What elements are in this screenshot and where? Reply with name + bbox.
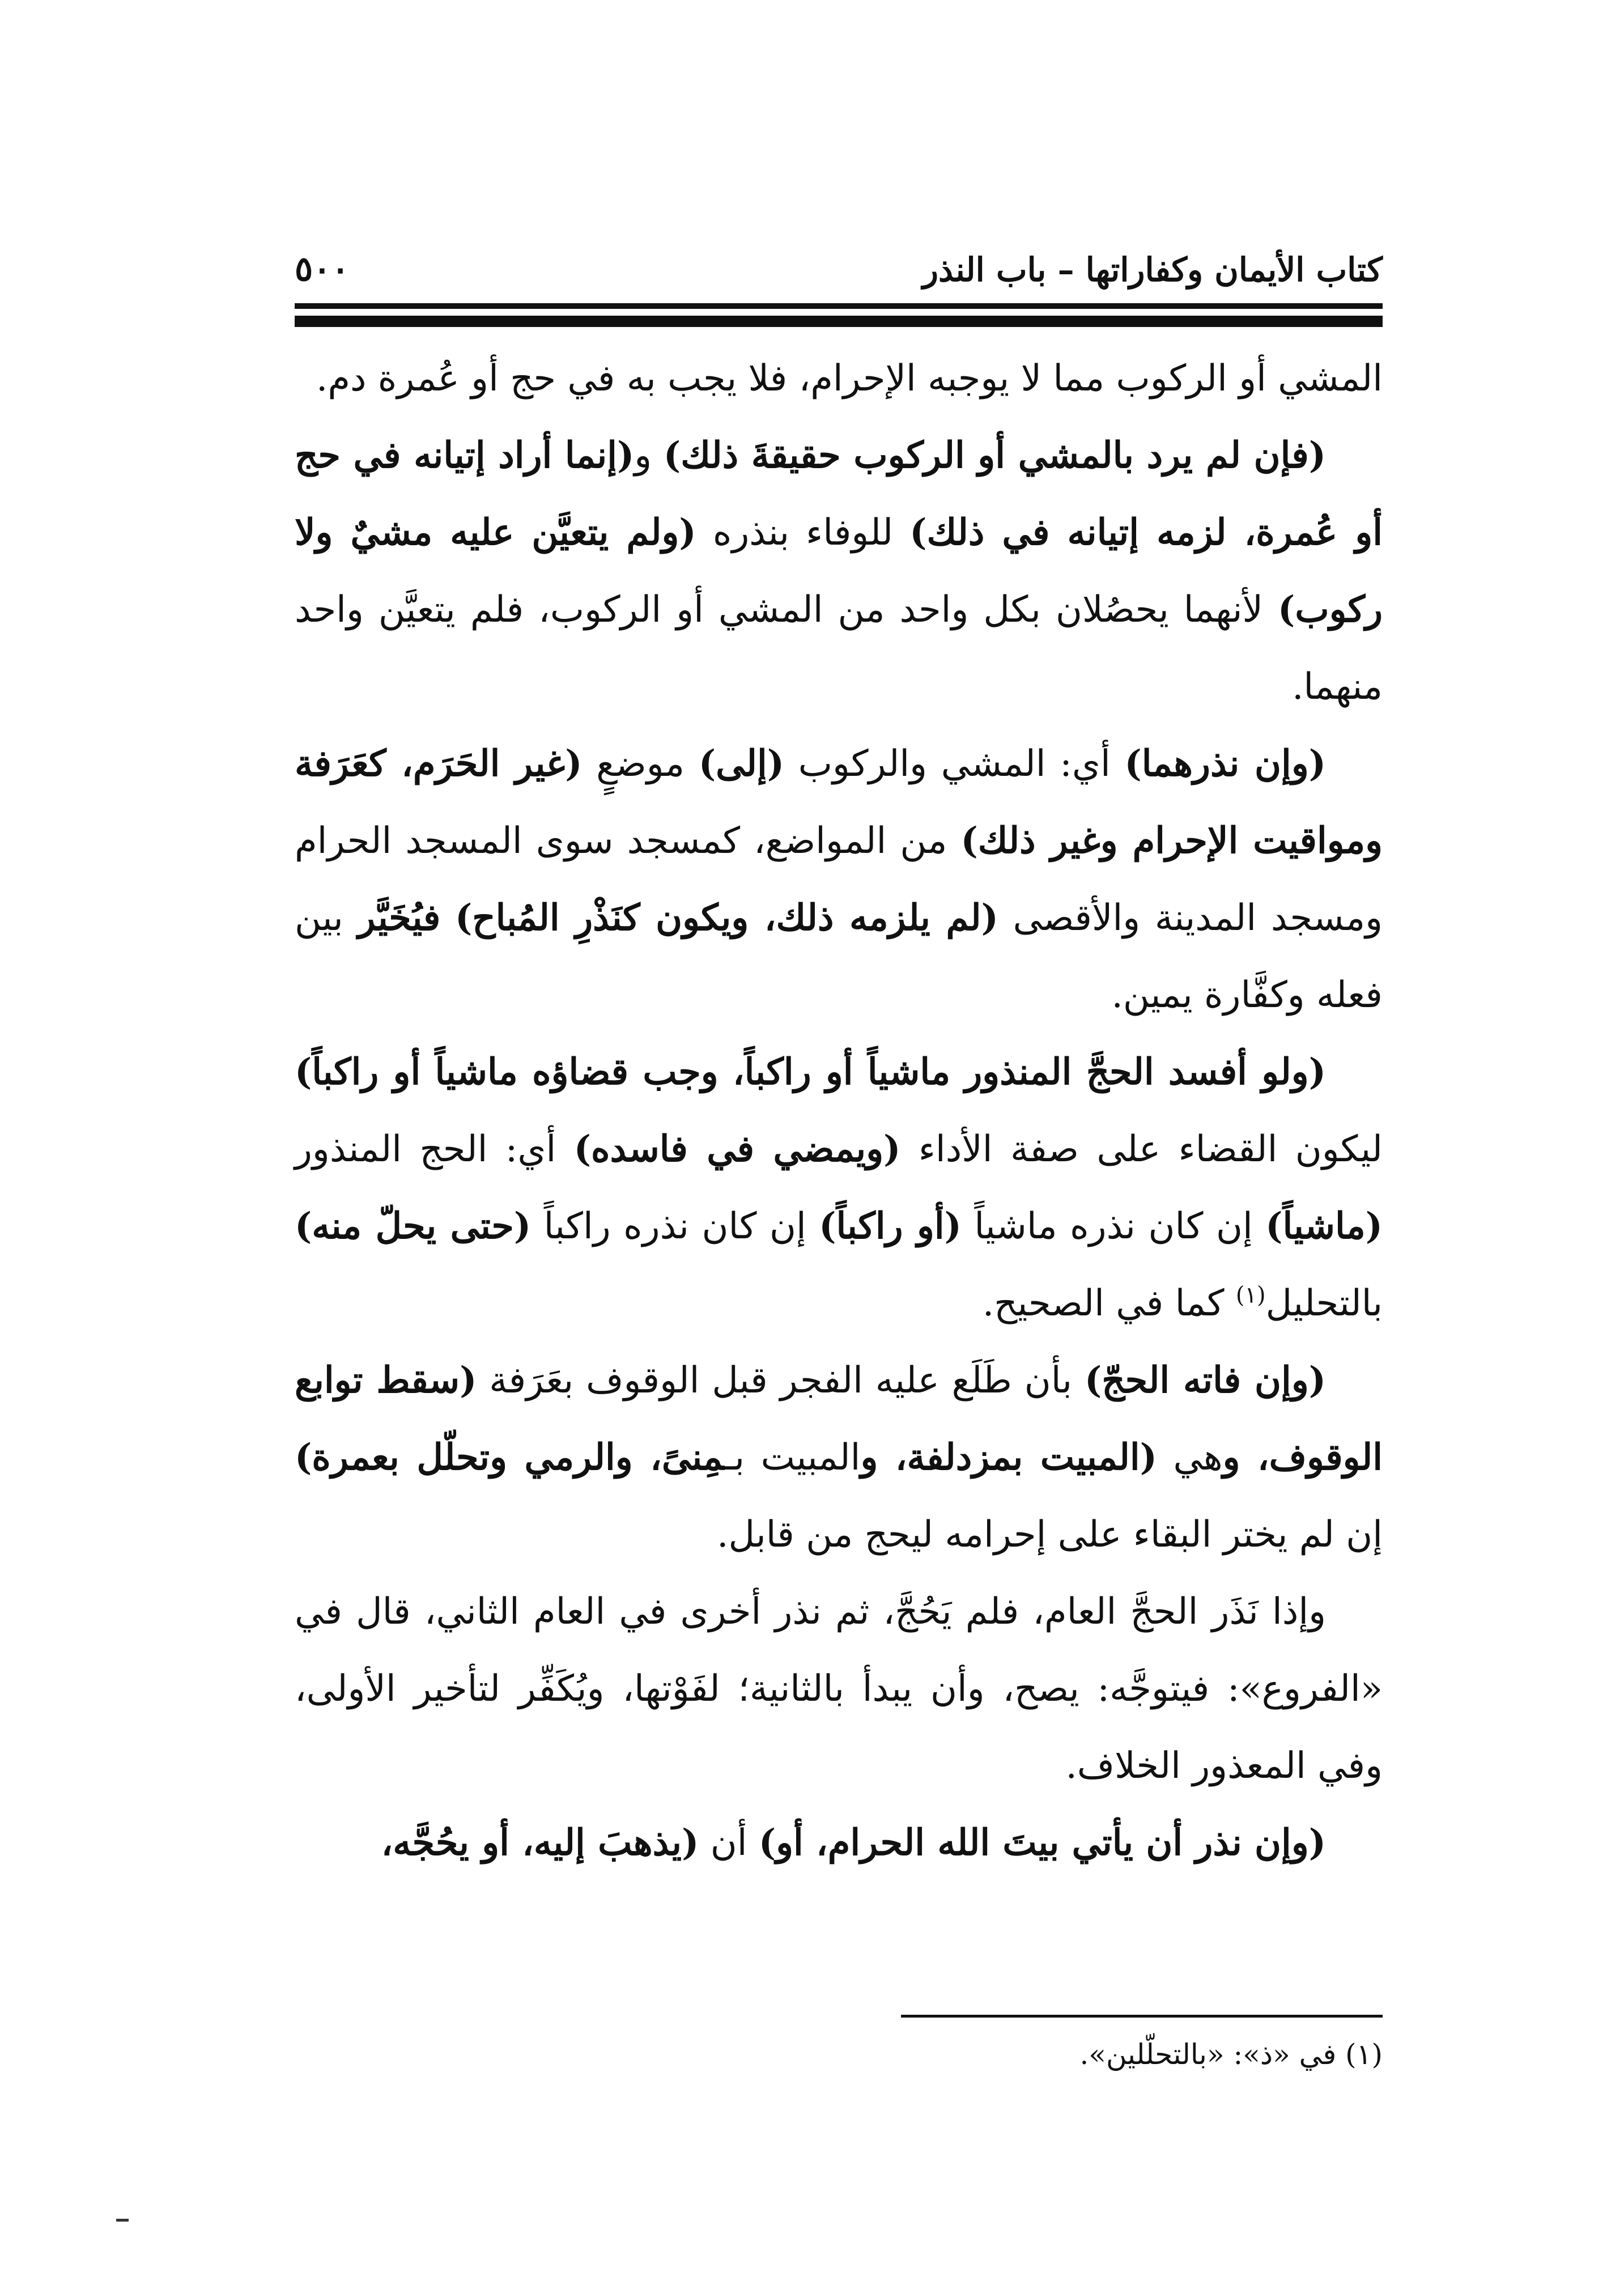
- matn-span: (ويمضي في فاسده): [573, 1128, 901, 1170]
- matn-span: (غير الحَرَم، كعَرَفة ومواقيت الإحرام وغير ذلك): [295, 742, 1383, 862]
- matn-span: (إلى): [698, 742, 784, 785]
- sharh-span: كما في الصحيح.: [982, 1283, 1236, 1324]
- matn-span: (إنما أراد إتيانه في حج أو عُمرة، لزمه إتيانه في ذلك): [295, 434, 1383, 554]
- matn-span: (أو راكباً): [819, 1205, 962, 1247]
- footnote-1: (١) في «ذ»: «بالتحلّلين».: [1079, 2038, 1383, 2071]
- page-header: [295, 238, 1383, 289]
- matn-span: (سقط توابع الوقوف، و: [295, 1359, 1383, 1479]
- matn-span: (يذهبَ إليه، أو يحُجَّه،: [381, 1821, 699, 1864]
- matn-span: (لم يلزمه ذلك، ويكون كنَذْرِ المُباح): [455, 897, 998, 939]
- paragraph-2: [295, 417, 1383, 725]
- sharh-span: بأن طَلَع عليه الفجر قبل الوقوف بعَرَفة: [477, 1360, 1085, 1402]
- sharh-span: إن لم يختر البقاء على إحرامه ليحج من قابل.: [717, 1514, 1383, 1556]
- sharh-span: هي: [1157, 1437, 1223, 1479]
- sharh-span: بين فعله وكفَّارة يمين.: [295, 897, 1383, 1016]
- matn-span: (وإن نذر أن يأتي بيتَ الله الحرام، أو): [758, 1821, 1326, 1864]
- matn-span: (المبيت بمزدلفة، و: [860, 1436, 1157, 1479]
- sharh-span: موضعٍ: [582, 743, 699, 785]
- paragraph-4: [295, 1034, 1383, 1342]
- paragraph-3: [295, 725, 1383, 1034]
- paragraph-7: [295, 1804, 1383, 1882]
- sharh-span: [440, 897, 455, 939]
- matn-span: (وإن نذرهما): [1124, 742, 1327, 785]
- header-rule-thin: [295, 303, 1383, 309]
- paragraph-1: المشي أو الركوب مما لا يوجبه الإحرام، فلا يجب به في حج أو عُمرة دم.: [316, 358, 1383, 400]
- page-number: ٥٠٠: [295, 249, 350, 289]
- sharh-span: للوفاء بنذره: [696, 512, 910, 554]
- sharh-span: المبيت بـ: [724, 1437, 861, 1479]
- matn-span: فيُخَيَّر: [358, 897, 441, 939]
- sharh-span: و: [634, 435, 664, 477]
- sharh-span: أن: [699, 1822, 759, 1864]
- matn-span: (وإن فاته الحجّ): [1084, 1359, 1327, 1402]
- matn-span: (ولو أفسد الحجَّ المنذور ماشياً أو راكباً، وجب قضاؤه ماشياً أو راكباً): [295, 1051, 1326, 1093]
- paragraph-5: [295, 1342, 1383, 1573]
- matn-span: (حتى يحلّ منه): [295, 1205, 532, 1247]
- footnote-separator: [901, 2015, 1383, 2018]
- body-text: [295, 340, 1383, 1882]
- scan-speck: [116, 2219, 129, 2222]
- sharh-span: إن كان نذره راكباً: [531, 1205, 819, 1247]
- matn-span: (فإن لم يرد بالمشي أو الركوب حقيقةَ ذلك): [663, 434, 1327, 477]
- running-title: كتاب الأيمان وكفاراتها – باب النذر: [922, 250, 1383, 289]
- matn-span: (ولم يتعيَّن عليه مشيٌ ولا ركوب): [295, 511, 1383, 631]
- matn-span: مِنىً، والرمي وتحلّل بعمرة): [295, 1436, 724, 1479]
- sharh-span: أي: الحج المنذور: [295, 1128, 574, 1170]
- footnote-reference[interactable]: (١): [1235, 1282, 1266, 1309]
- sharh-span: لأنهما يحصُلان بكل واحد من المشي أو الركوب، فلم يتعيَّن واحد منهما.: [295, 589, 1383, 708]
- sharh-span: أي: المشي والركوب: [784, 743, 1125, 785]
- sharh-span: بالتحليل: [1265, 1283, 1383, 1324]
- header-rule-thick: [295, 316, 1383, 327]
- sharh-span: ليكون القضاء على صفة الأداء: [900, 1128, 1383, 1170]
- sharh-span: إن كان نذره ماشياً: [961, 1205, 1266, 1247]
- sharh-span: من المواضع، كمسجد سوى المسجد الحرام ومسجد المدينة والأقصى: [295, 820, 1383, 939]
- matn-span: (ماشياً): [1265, 1205, 1383, 1247]
- paragraph-6: وإذا نَذَر الحجَّ العام، فلم يَحُجَّ، ثم نذر أخرى في العام الثاني، قال في «الفروع»: فيتوجَّه: يصح، وأن يبدأ بالثانية؛ لفَوْتها، ويُكَفِّر لتأخير الأولى، وفي المعذور الخلاف.: [295, 1591, 1383, 1787]
